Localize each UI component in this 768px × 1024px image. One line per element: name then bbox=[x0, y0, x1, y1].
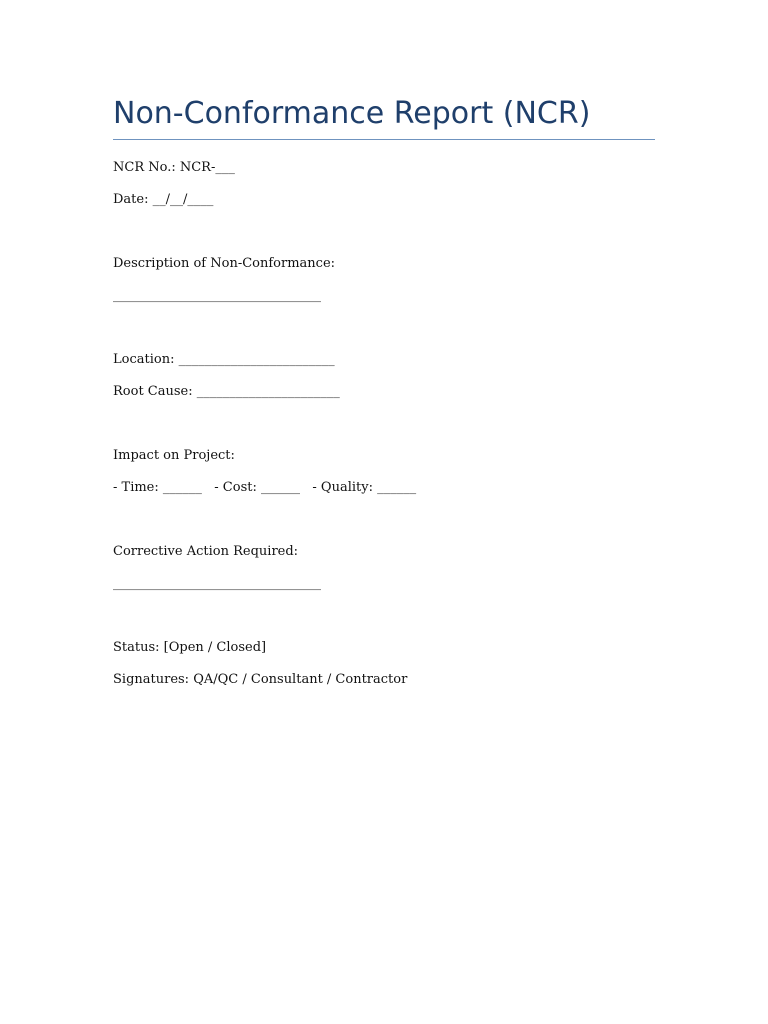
corrective-action-blank: ________________________________ bbox=[113, 576, 321, 591]
title-underline bbox=[113, 139, 655, 140]
location-line: Location: ________________________ bbox=[113, 352, 335, 367]
page-title: Non-Conformance Report (NCR) bbox=[113, 96, 591, 131]
impact-label: Impact on Project: bbox=[113, 448, 235, 463]
description-blank: ________________________________ bbox=[113, 288, 321, 303]
date-line: Date: __/__/____ bbox=[113, 192, 214, 207]
status-line: Status: [Open / Closed] bbox=[113, 640, 267, 655]
ncr-number-line: NCR No.: NCR-___ bbox=[113, 160, 235, 175]
signatures-line: Signatures: QA/QC / Consultant / Contractor bbox=[113, 672, 408, 687]
description-label: Description of Non-Conformance: bbox=[113, 256, 336, 271]
impact-line: - Time: ______ - Cost: ______ - Quality: ______ bbox=[113, 480, 417, 495]
corrective-action-label: Corrective Action Required: bbox=[113, 544, 299, 559]
root-cause-line: Root Cause: ______________________ bbox=[113, 384, 340, 399]
